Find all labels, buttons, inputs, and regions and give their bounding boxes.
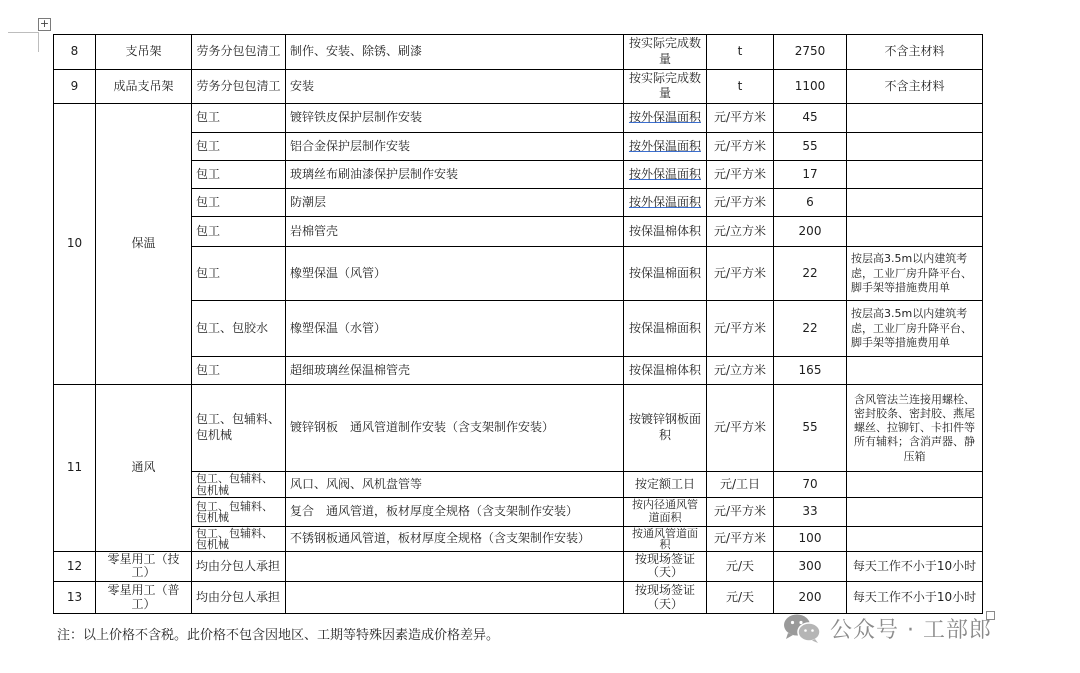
table-row [54,551,983,582]
row-price: 1100 [774,69,847,104]
row-basis: 按通风管道面积 [624,526,707,551]
row-team: 劳务分包包清工 [192,35,286,70]
row-team: 包工 [192,189,286,217]
row-team: 包工 [192,104,286,133]
row-team: 包工 [192,161,286,189]
row-content: 防潮层 [286,189,624,217]
row-basis: 按保温棉体积 [624,217,707,247]
table-row [54,161,983,189]
row-price: 33 [774,498,847,526]
row-unit: 元/平方米 [707,161,774,189]
row-price: 17 [774,161,847,189]
row-content: 镀锌钢板 通风管道制作安装（含支架制作安装） [286,385,624,472]
price-table [53,34,983,614]
row-team: 包工 [192,133,286,161]
table-row [54,69,983,104]
row-content: 安装 [286,69,624,104]
row-unit: 元/立方米 [707,217,774,247]
row-price: 200 [774,582,847,614]
row-no: 12 [54,551,96,582]
row-no: 13 [54,582,96,614]
row-content: 铝合金保护层制作安装 [286,133,624,161]
row-unit: 元/平方米 [707,385,774,472]
row-unit: 元/立方米 [707,357,774,385]
row-team: 包工 [192,247,286,301]
row-remark [847,189,983,217]
row-unit: 元/平方米 [707,133,774,161]
row-remark: 按层高3.5m以内建筑考虑，工业厂房升降平台、脚手架等措施费用单 [847,247,983,301]
row-price: 45 [774,104,847,133]
row-unit: 元/平方米 [707,498,774,526]
row-team: 劳务分包包清工 [192,69,286,104]
table-row [54,189,983,217]
row-price: 55 [774,385,847,472]
table-move-handle-icon[interactable]: + [39,17,50,30]
group-no: 10 [54,104,96,385]
row-remark: 每天工作不小于10小时 [847,582,983,614]
row-basis: 按实际完成数量 [624,69,707,104]
row-name: 成品支吊架 [96,69,192,104]
row-basis: 按保温棉体积 [624,357,707,385]
row-content: 制作、安装、除锈、刷漆 [286,35,624,70]
row-basis: 按外保温面积 [624,161,707,189]
table-row [54,217,983,247]
table-row [54,582,983,614]
row-unit: t [707,35,774,70]
row-remark: 不含主材料 [847,35,983,70]
row-basis: 按内径通风管道面积 [624,498,707,526]
table-row [54,526,983,551]
row-price: 2750 [774,35,847,70]
row-remark: 不含主材料 [847,69,983,104]
row-team: 包工、包辅料、包机械 [192,526,286,551]
table-row [54,35,983,70]
row-basis: 按外保温面积 [624,189,707,217]
row-basis: 按保温棉面积 [624,247,707,301]
table-row [54,498,983,526]
row-content: 橡塑保温（风管） [286,247,624,301]
row-unit: 元/平方米 [707,189,774,217]
row-content [286,582,624,614]
row-team: 包工 [192,357,286,385]
row-basis: 按现场签证（天） [624,582,707,614]
row-basis: 按现场签证（天） [624,551,707,582]
row-name: 支吊架 [96,35,192,70]
row-price: 55 [774,133,847,161]
row-unit: t [707,69,774,104]
row-unit: 元/平方米 [707,247,774,301]
row-no: 8 [54,35,96,70]
row-team: 包工、包辅料、包机械 [192,472,286,498]
row-remark [847,133,983,161]
group-name: 保温 [96,104,192,385]
row-unit: 元/平方米 [707,104,774,133]
table-row [54,247,983,301]
page-margin-mark-h [8,32,38,33]
row-content: 橡塑保温（水管） [286,301,624,357]
watermark-text: 公众号 · 工部郎 [830,617,992,643]
row-remark: 含风管法兰连接用螺栓、密封胶条、密封胶、燕尾螺丝、拉铆钉、卡扣件等所有辅料；含消声器、静压箱 [847,385,983,472]
table-row [54,133,983,161]
row-remark [847,526,983,551]
row-remark [847,104,983,133]
row-remark: 按层高3.5m以内建筑考虑，工业厂房升降平台、脚手架等措施费用单 [847,301,983,357]
row-team: 包工 [192,217,286,247]
row-remark [847,161,983,189]
row-content: 玻璃丝布刷油漆保护层制作安装 [286,161,624,189]
row-remark [847,472,983,498]
row-unit: 元/平方米 [707,301,774,357]
table-row [54,385,983,472]
row-basis: 按定额工日 [624,472,707,498]
row-team: 包工、包辅料、包机械 [192,385,286,472]
row-name: 零星用工（技工） [96,551,192,582]
row-team: 包工、包辅料、包机械 [192,498,286,526]
row-name: 零星用工（普工） [96,582,192,614]
row-price: 300 [774,551,847,582]
row-price: 6 [774,189,847,217]
table-row [54,357,983,385]
row-basis: 按实际完成数量 [624,35,707,70]
group-no: 11 [54,385,96,551]
row-content: 不锈钢板通风管道，板材厚度全规格（含支架制作安装） [286,526,624,551]
watermark [782,612,992,644]
row-basis: 按外保温面积 [624,104,707,133]
page-margin-mark-v [38,32,39,52]
row-price: 200 [774,217,847,247]
row-remark [847,357,983,385]
row-team: 均由分包人承担 [192,582,286,614]
group-name: 通风 [96,385,192,551]
footnote: 注：以上价格不含税。此价格不包含因地区、工期等特殊因素造成价格差异。 [57,628,500,643]
row-content: 镀锌铁皮保护层制作安装 [286,104,624,133]
row-no: 9 [54,69,96,104]
row-remark: 每天工作不小于10小时 [847,551,983,582]
row-unit: 元/平方米 [707,526,774,551]
row-price: 165 [774,357,847,385]
row-basis: 按外保温面积 [624,133,707,161]
row-content [286,551,624,582]
row-price: 22 [774,301,847,357]
row-team: 包工、包胶水 [192,301,286,357]
row-unit: 元/天 [707,551,774,582]
row-basis: 按镀锌钢板面积 [624,385,707,472]
row-price: 100 [774,526,847,551]
row-team: 均由分包人承担 [192,551,286,582]
row-content: 风口、风阀、风机盘管等 [286,472,624,498]
row-content: 岩棉管壳 [286,217,624,247]
table-row [54,472,983,498]
table-row [54,301,983,357]
row-remark [847,217,983,247]
row-content: 超细玻璃丝保温棉管壳 [286,357,624,385]
row-basis: 按保温棉面积 [624,301,707,357]
wechat-icon [782,612,822,644]
row-content: 复合 通风管道，板材厚度全规格（含支架制作安装） [286,498,624,526]
table-row [54,104,983,133]
row-remark [847,498,983,526]
row-price: 22 [774,247,847,301]
row-unit: 元/工日 [707,472,774,498]
row-unit: 元/天 [707,582,774,614]
row-price: 70 [774,472,847,498]
